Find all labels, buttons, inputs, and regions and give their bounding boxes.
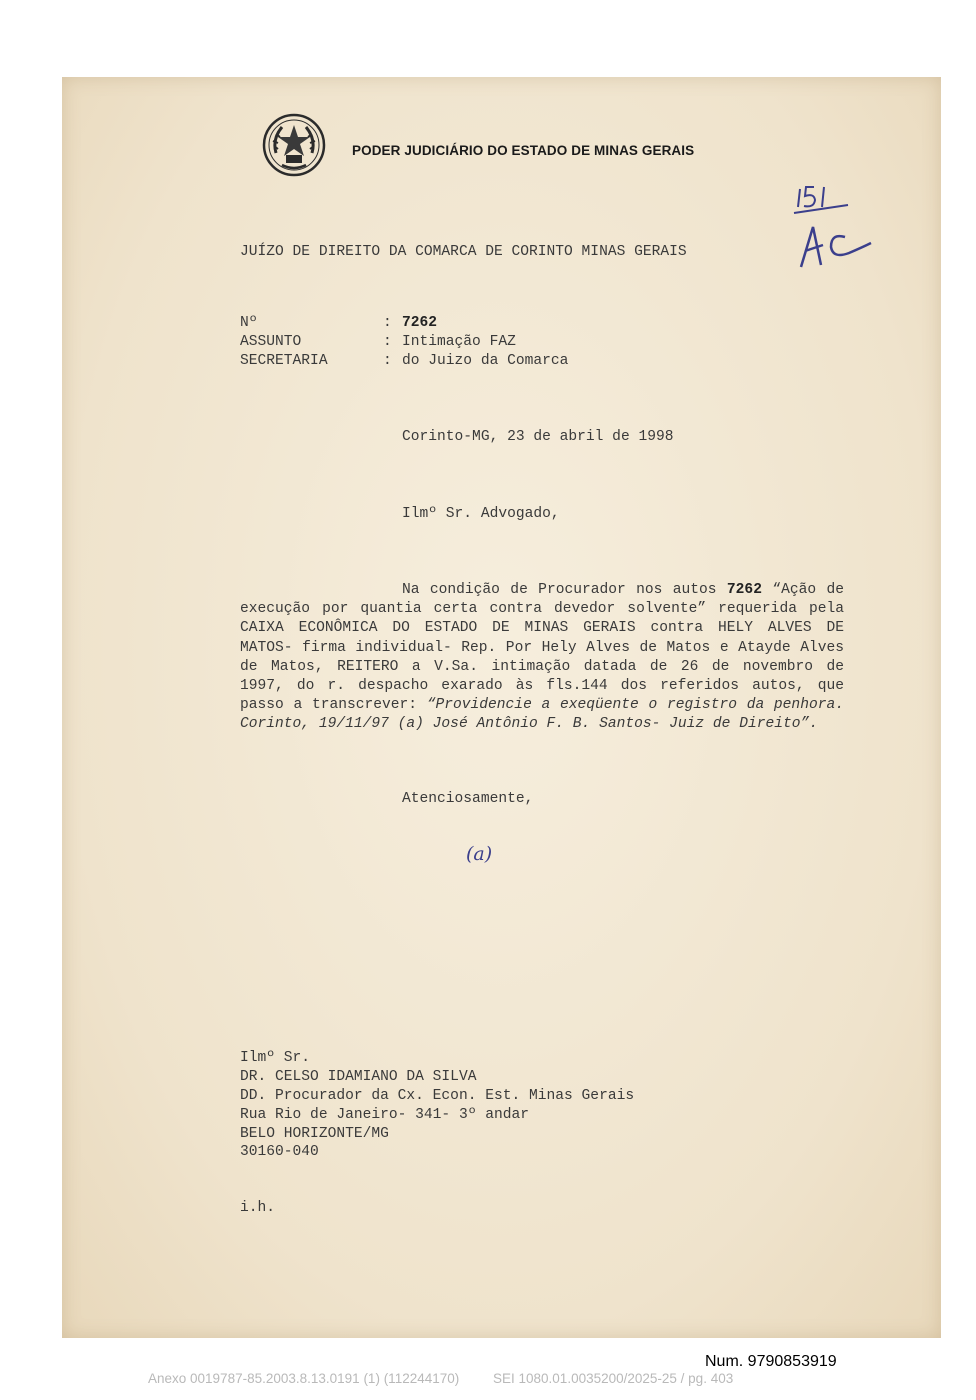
addressee-line-3: DD. Procurador da Cx. Econ. Est. Minas Gerais — [240, 1088, 635, 1104]
document-number: Num. 9790853919 — [705, 1353, 837, 1370]
field-secretaria-value: do Juizo da Comarca — [402, 353, 569, 369]
handwritten-signature-mark: (a) — [466, 843, 493, 865]
body-quote: “Providencie a exeqüente o registro da penhora. Corinto, 19/11/97 (a) José Antônio F. B. Santos- Juiz de Direito”. — [240, 697, 844, 733]
addressee-line-5: BELO HORIZONTE/MG — [240, 1126, 389, 1142]
jurisdiction-line: JUÍZO DE DIREITO DA COMARCA DE CORINTO MINAS GERAIS — [240, 244, 687, 260]
field-subject-value: Intimação FAZ — [402, 334, 516, 350]
closing: Atenciosamente, — [402, 791, 534, 807]
field-subject-label: ASSUNTO — [240, 334, 302, 350]
addressee-line-6: 30160-040 — [240, 1144, 319, 1160]
court-name-heading: PODER JUDICIÁRIO DO ESTADO DE MINAS GERAIS — [352, 143, 695, 158]
field-number-label: Nº — [240, 315, 258, 331]
salutation: Ilmº Sr. Advogado, — [402, 506, 560, 522]
field-secretaria-sep: : — [383, 353, 392, 369]
field-number-sep: : — [383, 315, 392, 331]
handwritten-initials — [797, 223, 877, 278]
coat-of-arms-emblem — [262, 113, 326, 177]
typist-initials: i.h. — [240, 1200, 276, 1216]
addressee-line-1: Ilmº Sr. — [240, 1050, 311, 1066]
handwritten-151-icon — [792, 183, 852, 215]
handwritten-page-number — [792, 183, 852, 220]
date-line: Corinto-MG, 23 de abril de 1998 — [402, 429, 674, 445]
field-number-value: 7262 — [402, 315, 438, 331]
body-paragraph — [240, 581, 844, 735]
addressee-line-4: Rua Rio de Janeiro- 341- 3º andar — [240, 1107, 530, 1123]
body-text-part1: Na condição de Procurador nos autos — [402, 582, 727, 598]
field-subject-sep: : — [383, 334, 392, 350]
body-text-part2: “Ação de execução por quantia certa contra devedor solvente” requerida pela CAIXA ECONÔMICA DO ESTADO DE MINAS GERAIS contra HELY ALVES DE MATOS- firma individual- Rep. Por Hely Alves de Matos e Atayde Alves de Matos, REITERO a V.Sa. intimação datada de 26 de novembro de 1997, do r. despacho exarado às fls.144 dos referidos autos, que passo a transcrever: — [240, 582, 844, 714]
body-case-number: 7262 — [726, 582, 762, 598]
addressee-line-2: DR. CELSO IDAMIANO DA SILVA — [240, 1069, 477, 1085]
handwritten-initials-icon — [797, 223, 877, 273]
sei-reference: Anexo 0019787-85.2003.8.13.0191 (1) (112244170) SEI 1080.01.0035200/2025-25 / pg. 403 — [148, 1371, 734, 1386]
field-secretaria-label: SECRETARIA — [240, 353, 328, 369]
